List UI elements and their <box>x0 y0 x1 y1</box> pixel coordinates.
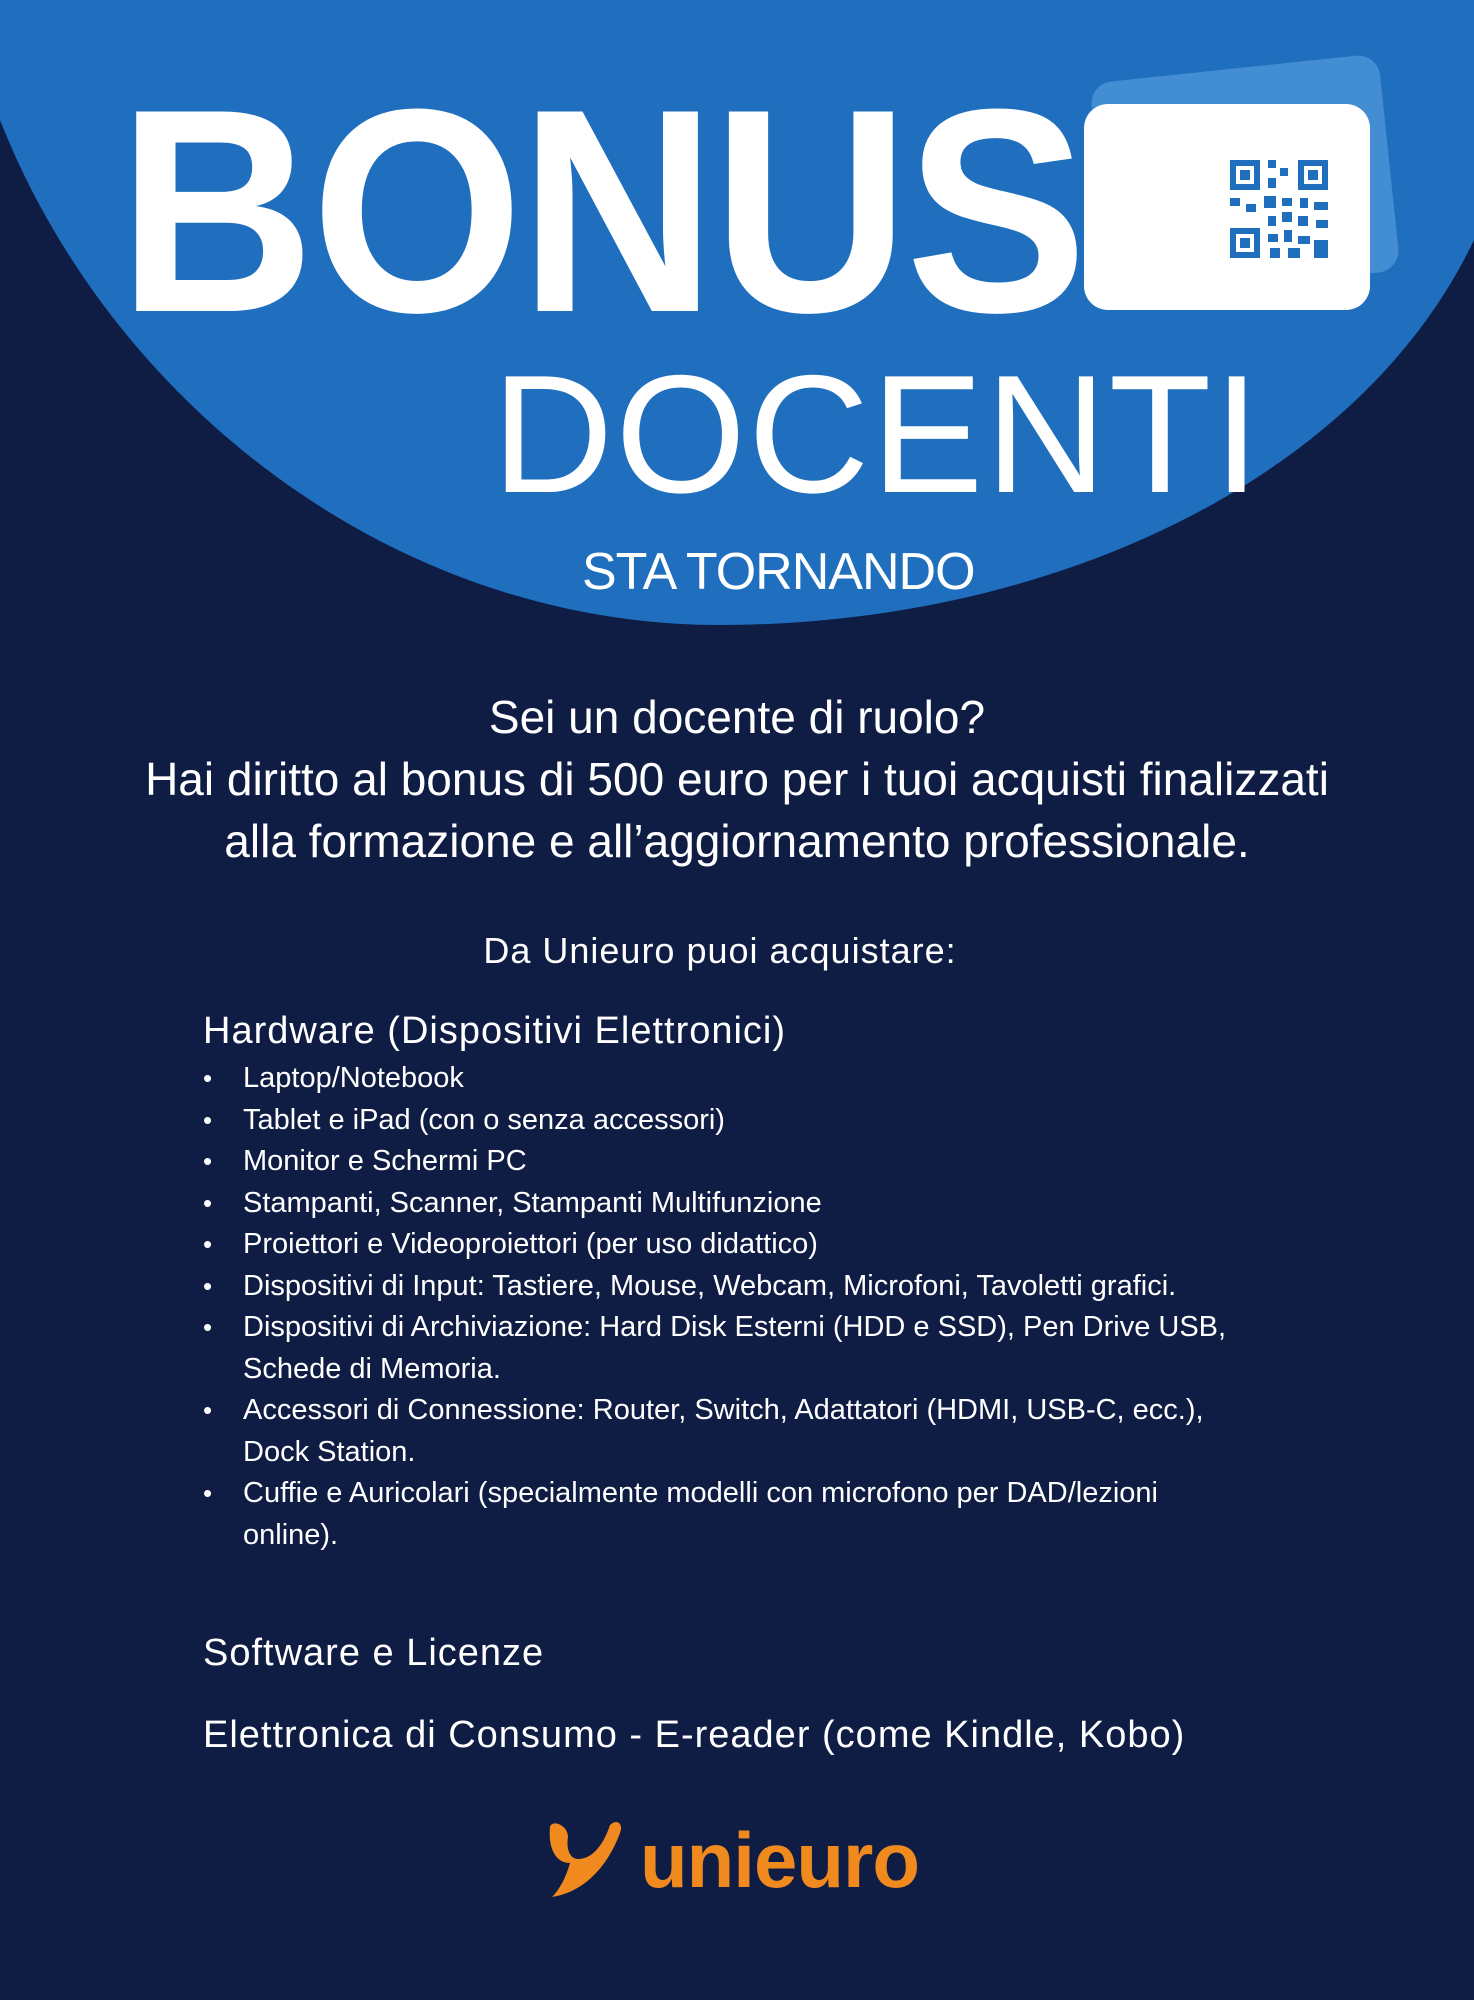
intro-line-3: alla formazione e all’aggiornamento professionale. <box>224 815 1250 867</box>
qr-code-icon <box>1230 160 1328 258</box>
brand-name: unieuro <box>640 1816 919 1904</box>
unieuro-logo <box>546 1816 919 1904</box>
list-item: • Cuffie e Auricolari (specialmente modelli con microfono per DAD/lezioni online). <box>203 1473 1243 1556</box>
list-item: • Dispositivi di Input: Tastiere, Mouse, Webcam, Microfoni, Tavoletti grafici. <box>203 1266 1243 1308</box>
list-item: • Proiettori e Videoproiettori (per uso didattico) <box>203 1224 1243 1266</box>
list-item: • Stampanti, Scanner, Stampanti Multifunzione <box>203 1183 1243 1225</box>
consumer-electronics-title: Elettronica di Consumo - E-reader (come Kindle, Kobo) <box>203 1714 1186 1756</box>
intro-line-2: Hai diritto al bonus di 500 euro per i tuoi acquisti finalizzati <box>145 753 1329 805</box>
hardware-title: Hardware (Dispositivi Elettronici) <box>203 1010 787 1052</box>
hero-title-bonus: BONUS <box>118 49 1084 373</box>
intro-line-1: Sei un docente di ruolo? <box>488 691 986 743</box>
list-item: • Laptop/Notebook <box>203 1058 1243 1100</box>
unieuro-logo-icon <box>546 1819 626 1901</box>
list-item: • Accessori di Connessione: Router, Switch, Adattatori (HDMI, USB-C, ecc.), Dock Station. <box>203 1390 1243 1473</box>
list-item: • Tablet e iPad (con o senza accessori) <box>203 1100 1243 1142</box>
intro-text <box>40 686 1434 872</box>
software-title: Software e Licenze <box>203 1632 545 1674</box>
hero-tagline: STA TORNANDO <box>582 543 975 601</box>
list-item: • Dispositivi di Archiviazione: Hard Disk Esterni (HDD e SSD), Pen Drive USB, Schede di Memoria. <box>203 1307 1243 1390</box>
list-item: • Monitor e Schermi PC <box>203 1141 1243 1183</box>
purchase-heading: Da Unieuro puoi acquistare: <box>483 930 957 971</box>
hero-title-docenti: DOCENTI <box>492 340 1262 528</box>
hardware-list <box>203 1058 1243 1556</box>
